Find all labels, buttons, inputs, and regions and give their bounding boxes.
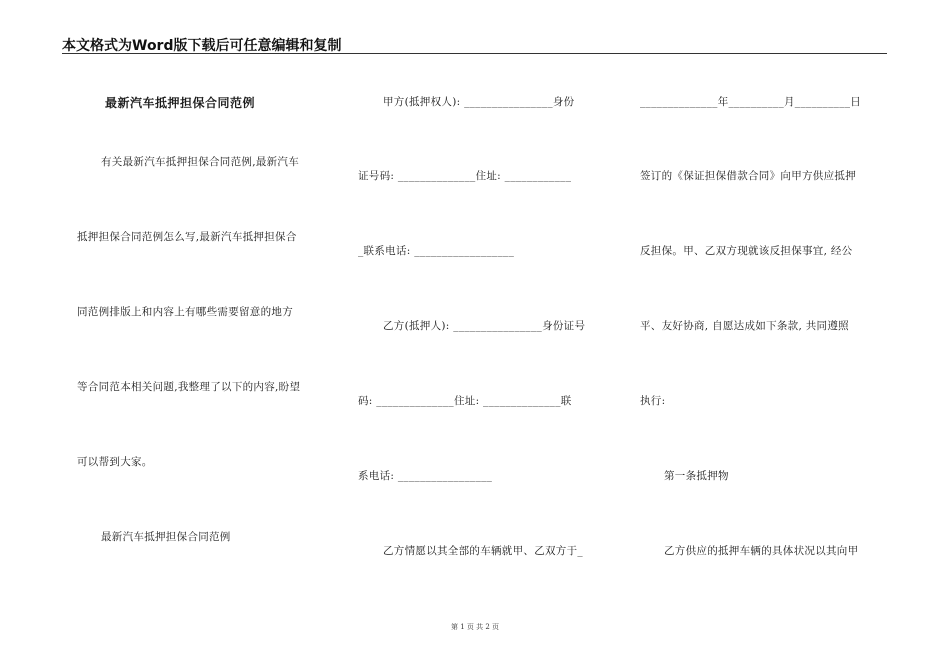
- section-heading: 最新汽车抵押担保合同范例: [101, 531, 231, 543]
- date-line: ______________年__________月__________日: [640, 96, 862, 108]
- paragraph-line: 执行:: [640, 395, 666, 407]
- paragraph-line: 乙方供应的抵押车辆的具体状况以其向甲: [664, 545, 859, 557]
- party-a-id-address-line: 证号码: ______________住址: ____________: [358, 170, 572, 182]
- party-a-line: 甲方(抵押权人): ________________身份: [383, 96, 575, 108]
- paragraph-line: 可以帮到大家。: [77, 456, 153, 468]
- paragraph-line: 签订的《保证担保借款合同》向甲方供应抵押: [640, 170, 856, 182]
- paragraph-line: 反担保。甲、乙双方现就该反担保事宜, 经公: [640, 245, 853, 257]
- party-a-phone-line: _联系电话: __________________: [358, 245, 515, 257]
- paragraph-line: 乙方情愿以其全部的车辆就甲、乙双方于_: [383, 545, 583, 557]
- paragraph-line: 抵押担保合同范例怎么写,最新汽车抵押担保合: [77, 231, 297, 243]
- party-b-phone-line: 系电话: _________________: [358, 470, 493, 482]
- party-b-line: 乙方(抵押人): ________________身份证号: [383, 320, 586, 332]
- paragraph-line: 平、友好协商, 自愿达成如下条款, 共同遵照: [640, 320, 849, 332]
- article-heading: 第一条抵押物: [664, 470, 729, 482]
- paragraph-line: 同范例排版上和内容上有哪些需要留意的地方: [77, 306, 293, 318]
- paragraph-line: 等合同范本相关问题,我整理了以下的内容,盼望: [77, 381, 301, 393]
- paragraph-line: 有关最新汽车抵押担保合同范例,最新汽车: [101, 156, 300, 168]
- header-divider: [62, 53, 887, 54]
- page-number: 第 1 页 共 2 页: [450, 623, 500, 631]
- party-b-id-address-line: 码: ______________住址: ______________联: [358, 395, 572, 407]
- document-header: 本文格式为Word版下载后可任意编辑和复制: [62, 38, 342, 54]
- document-title: 最新汽车抵押担保合同范例: [105, 96, 256, 110]
